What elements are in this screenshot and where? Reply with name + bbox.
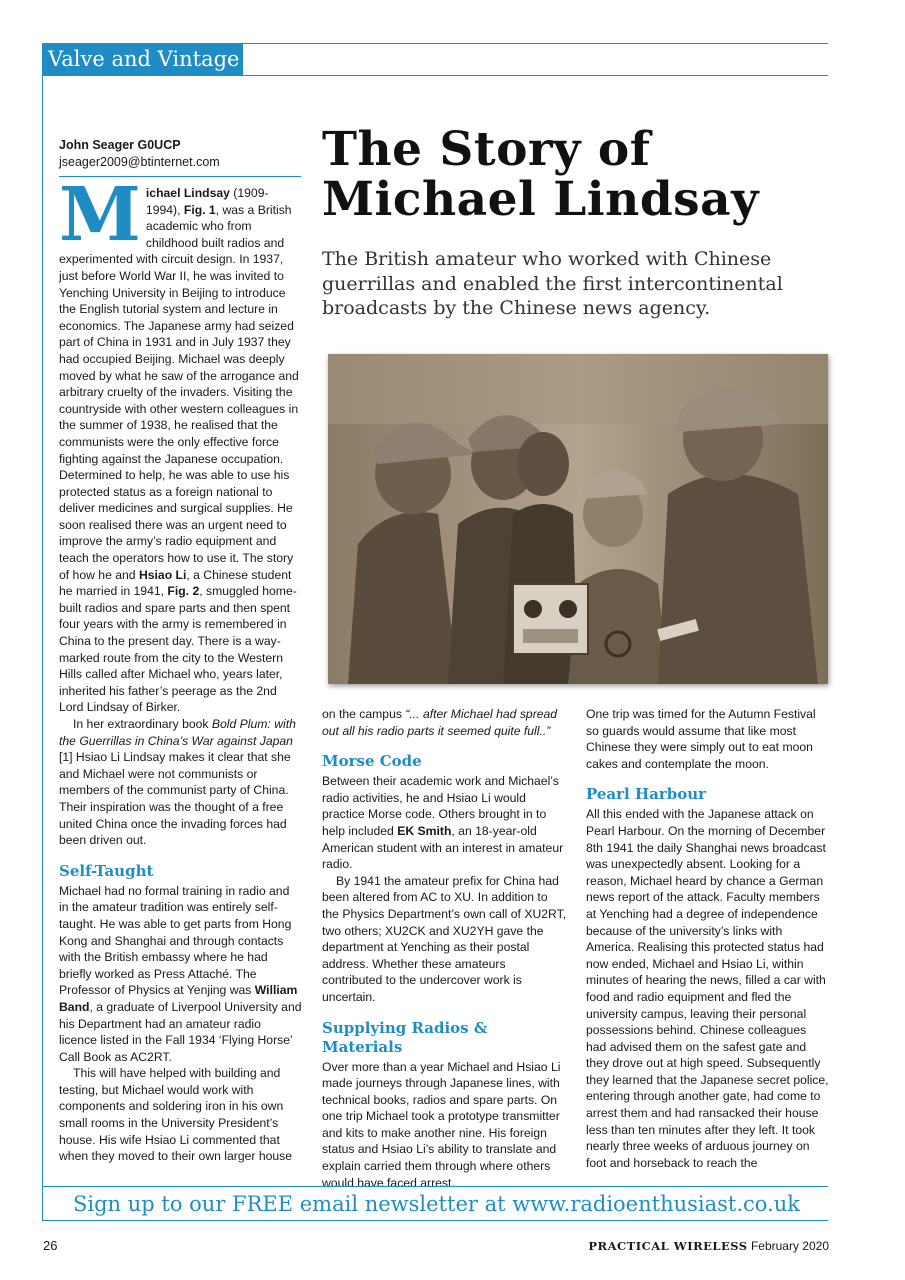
article-title [322, 122, 822, 227]
newsletter-banner[interactable]: Sign up to our FREE email newsletter at www.radioenthusiast.co.uk [73, 1192, 800, 1216]
author-block [59, 137, 302, 171]
body-paragraph: By 1941 the amateur prefix for China had been altered from AC to XU. In addition to the Physics Department’s own call of XU2RT, two others; XU2CK and XU2YH gave the department at Yenching as their postal address. Whether these amateurs contributed to the undercover work is uncertain. [322, 873, 567, 1004]
article-photo [328, 354, 828, 684]
heading-morse-code: Morse Code [322, 752, 422, 771]
issue-date: February 2020 [750, 1239, 829, 1253]
body-paragraph: on the campus “... after Michael had spread out all his radio parts it seemed quite full..” [322, 707, 558, 738]
publication-name: PRACTICAL WIRELESS [588, 1239, 748, 1253]
body-column-1 [59, 172, 302, 1165]
heading-self-taught: Self-Taught [59, 861, 154, 880]
body-column-2 [322, 706, 567, 1191]
body-paragraph: All this ended with the Japanese attack on Pearl Harbour. On the morning of December 8th 1941 the daily Shanghai news broadcast was unexpectedly absent. Looking for a reason, Michael heard by chance a German news report of the attack. Faculty members at Yenching had a degree of independence because of the university’s links with America. Realising this protected status had now ended, Michael and Hsiao Li, within minutes of hearing the news, filled a car with food and radio equipment and fled the university campus, leaving their personal possessions behind. Chinese colleagues had advised them on the safest gate and they drove out at high speed. Subsequently they learned that the Japanese secret police, entering through another gate, had come to arrest them and had ransacked their house less than ten minutes after they left. It took nearly three weeks of arduous journey on foot and horseback to reach the [586, 807, 829, 1170]
author-name: John Seager G0UCP [59, 138, 181, 152]
title-line-1: The Story of [322, 122, 651, 177]
standfirst: The British amateur who worked with Chinese guerrillas and enabled the first intercontinental broadcasts by the Chinese news agency. [322, 248, 783, 319]
heading-supplying-radios: Supplying Radios & Materials [322, 1018, 488, 1056]
frame-left-rule [42, 43, 43, 1220]
body-paragraph: In her extraordinary book Bold Plum: with the Guerrillas in China’s War against Japan [1] Hsiao Li Lindsay makes it clear that she and Michael were not communists or members of the communist party of China. Their inspiration was the thought of a free united China once the invading forces had been driven out. [59, 717, 296, 848]
body-paragraph: Between their academic work and Michael’s radio activities, he and Hsiao Li would practice Morse code. Others brought in to help included EK Smith, an 18-year-old American student with an interest in amateur radio. [322, 774, 564, 872]
footer-rule-bottom [42, 1220, 828, 1221]
body-paragraph: One trip was timed for the Autumn Festival so guards would assume that like most Chinese they were simply out to eat moon cakes and contemplate the moon. [586, 707, 816, 771]
heading-pearl-harbour: Pearl Harbour [586, 785, 707, 804]
page-number: 26 [43, 1238, 58, 1253]
publication-info [588, 1239, 829, 1253]
body-column-3 [586, 706, 829, 1171]
section-tab: Valve and Vintage [43, 44, 243, 75]
title-line-2: Michael Lindsay [322, 172, 759, 227]
body-paragraph: Michael had no formal training in radio and in the amateur tradition was entirely self-taught. He was able to get parts from Hong Kong and Shanghai and through contacts with the British embassy where he had briefly worked as Press Attaché. The Professor of Physics at Yenjing was William Band, a graduate of Liverpool University and his Department had an amateur radio licence listed in the Fall 1934 ‘Flying Horse’ Call Book as AC2RT. [59, 883, 302, 1064]
intro-paragraph: Michael Lindsay (1909-1994), Fig. 1, was a British academic who from childhood built radios and experimented with circuit design. In 1937, just before World War II, he was invited to Yenching University in Beijing to introduce the English tutorial system and lecture in economics. The Japanese army had seized part of China in 1931 and in July 1937 they had occupied Beijing. Michael was deeply moved by what he saw of the arrogance and arbitrary cruelty of the invaders. Visiting the countryside with other western colleagues in the summer of 1938, he realised that the communists were the only effective force fighting against the Japanese occupation. Determined to help, he was able to use his protected status as a foreign national to deliver medicines and surgical supplies. He soon realised there was an urgent need to improve the army’s radio equipment and teach the operators how to use it. The story of how he and Hsiao Li, a Chinese student he married in 1941, Fig. 2, smuggled home-built radios and spare parts and then spent four years with the army is remembered in China to the present day. There is a way-marked route from the city to the Western Hills called after Michael who, years later, inherited his father’s peerage as the 2nd Lord Lindsay of Birker. [59, 172, 299, 715]
body-paragraph: Over more than a year Michael and Hsiao Li made journeys through Japanese lines, with technical books, radios and spare parts. On one trip Michael took a prototype transmitter and kits to make another nine. His foreign status and Hsiao Li’s ability to translate and explain carried them through where others would have faced arrest. [322, 1059, 561, 1190]
author-email[interactable]: jseager2009@btinternet.com [59, 155, 220, 169]
drop-cap: M [59, 172, 141, 258]
body-paragraph: This will have helped with building and testing, but Michael would work with components and soldering iron in his own small rooms in the University President’s house. His wife Hsiao Li commented that when they moved to their own larger house [59, 1066, 293, 1164]
footer-rule-top [42, 1186, 828, 1187]
header-band-rule [42, 75, 828, 76]
